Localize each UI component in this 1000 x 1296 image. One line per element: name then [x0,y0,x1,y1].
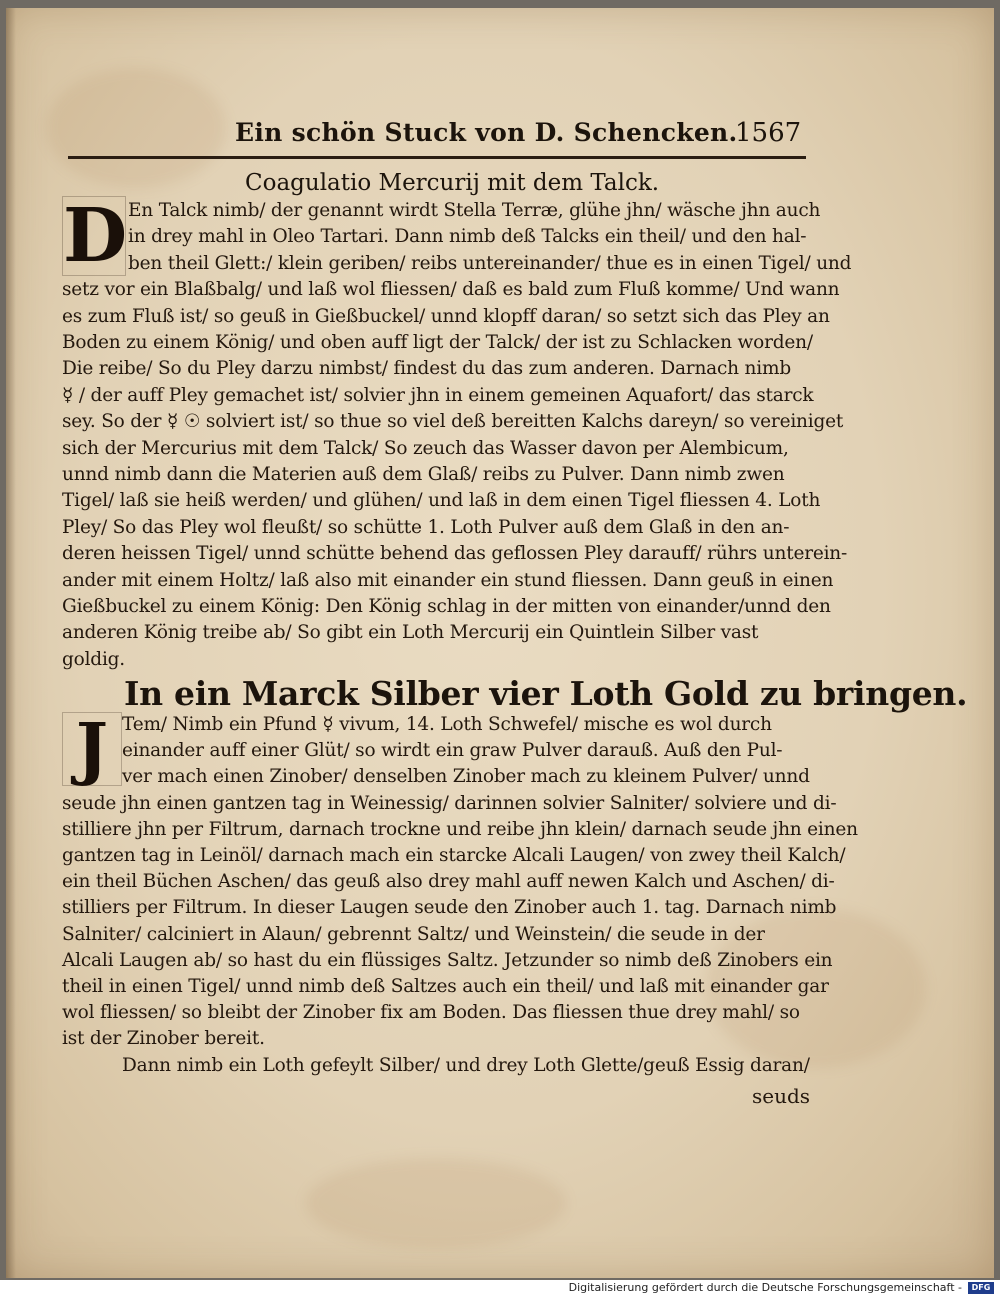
text-line: ☿ / der auff Pley gemachet ist/ solvier jhn in einem gemeinen Aquafort/ das starck [62,384,814,406]
page-header [60,112,880,152]
text-line: Boden zu einem König/ und oben auff ligt der Talck/ der ist zu Schlacken worden/ [62,332,813,353]
text-line: gantzen tag in Leinöl/ darnach mach ein starcke Alcali Laugen/ von zwey theil Kalch/ [62,845,846,866]
text-line: setz vor ein Blaßbalg/ und laß wol fliessen/ daß es bald zum Fluß komme/ Und wann [62,279,840,301]
page-fold-shadow [6,8,16,1278]
text-line: ver mach einen Zinober/ denselben Zinober mach zu kleinem Pulver/ unnd [122,766,810,788]
text-line: sich der Mercurius mit dem Talck/ So zeuch das Wasser davon per Alembicum, [62,437,789,459]
text-line: Gießbuckel zu einem König: Den König schlag in der mitten von einander/unnd den [62,596,831,617]
page-number: 1567 [735,118,802,148]
decorated-initial: J [62,712,122,786]
text-line: einander auff einer Glüt/ so wirdt ein graw Pulver darauß. Auß den Pul- [122,740,783,762]
header-rule [68,156,806,159]
text-line: stilliere jhn per Filtrum, darnach trockne und reibe jhn klein/ darnach seude jhn einen [62,818,858,840]
text-line: goldig. [62,648,125,670]
text-line: unnd nimb dann die Materien auß dem Glaß/ reibs zu Pulver. Dann nimb zwen [62,464,785,485]
decorated-initial: D [63,193,128,279]
catchword: seuds [752,1084,811,1108]
text-line: seude jhn einen gantzen tag in Weinessig/ darinnen solvier Salniter/ solviere und di- [62,792,837,814]
text-line: deren heissen Tigel/ unnd schütte behend das geflossen Pley darauff/ rührs unterein- [62,543,848,565]
funding-notice: Digitalisierung gefördert durch die Deutsche Forschungsgemeinschaft - [568,1281,962,1294]
text-line: anderen König treibe ab/ So gibt ein Loth Mercurij ein Quintlein Silber vast [62,622,759,644]
section-heading-coagulatio: Coagulatio Mercurij mit dem Talck. [245,170,660,196]
text-line: ist der Zinober bereit. [62,1028,265,1050]
text-line: stilliers per Filtrum. In dieser Laugen seude den Zinober auch 1. tag. Darnach nimb [62,897,837,919]
dfg-logo: DFG [968,1282,994,1294]
text-line: in drey mahl in Oleo Tartari. Dann nimb deß Talcks ein theil/ und den hal- [128,226,807,248]
footer-bar [0,1280,1000,1296]
section-heading-marck-silber: In ein Marck Silber vier Loth Gold zu bringen. [124,674,968,713]
text-line: sey. So der ☿ ☉ solviert ist/ so thue so viel deß bereitten Kalchs dareyn/ so vereiniget [62,411,844,433]
text-line: Pley/ So das Pley wol fleußt/ so schütte 1. Loth Pulver auß dem Glaß in den an- [62,516,790,538]
text-line: Tigel/ laß sie heiß werden/ und glühen/ und laß in dem einen Tigel fliessen 4. Loth [62,490,821,512]
text-line: Die reibe/ So du Pley darzu nimbst/ findest du das zum anderen. Darnach nimb [62,358,791,380]
text-line: En Talck nimb/ der genannt wirdt Stella Terræ, glühe jhn/ wäsche jhn auch [128,200,821,221]
text-line: theil in einen Tigel/ unnd nimb deß Saltzes auch ein theil/ und laß mit einander gar [62,976,829,997]
text-line: Salniter/ calciniert in Alaun/ gebrennt Saltz/ und Weinstein/ die seude in der [62,923,765,945]
text-line: Dann nimb ein Loth gefeylt Silber/ und drey Loth Glette/geuß Essig daran/ [122,1054,810,1076]
text-line: ben theil Glett:/ klein geriben/ reibs untereinander/ thue es in einen Tigel/ und [128,252,852,274]
text-line: wol fliessen/ so bleibt der Zinober fix am Boden. Das fliessen thue drey mahl/ so [62,1002,800,1024]
text-line: ander mit einem Holtz/ laß also mit einander ein stund fliessen. Dann geuß in einen [62,569,834,591]
text-line: es zum Fluß ist/ so geuß in Gießbuckel/ unnd klopff daran/ so setzt sich das Pley an [62,305,830,327]
text-line: Tem/ Nimb ein Pfund ☿ vivum, 14. Loth Schwefel/ mische es wol durch [122,714,772,735]
text-line: ein theil Büchen Aschen/ das geuß also drey mahl auff newen Kalch und Aschen/ di- [62,871,835,893]
text-line: Alcali Laugen ab/ so hast du ein flüssiges Saltz. Jetzunder so nimb deß Zinobers ein [62,949,833,971]
running-head: Ein schön Stuck von D. Schencken. [235,118,738,147]
